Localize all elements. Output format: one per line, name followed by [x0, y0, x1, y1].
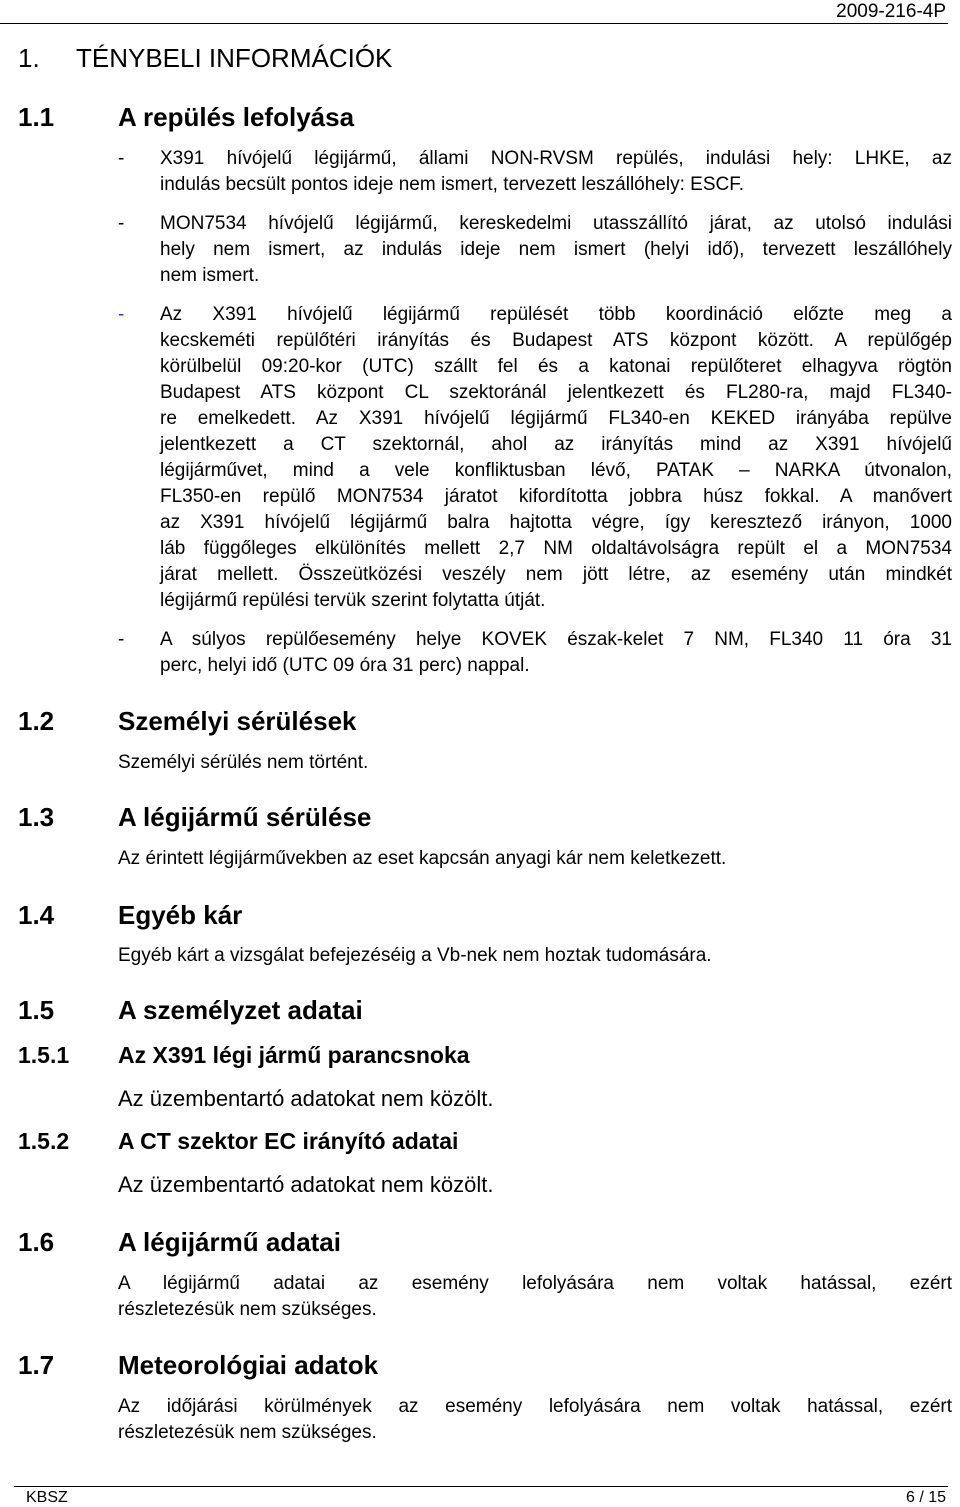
- text-line: Az X391 hívójelű légijármű repülését több koordináció előzte meg a: [160, 304, 952, 325]
- text-line: részletezésük nem szükséges.: [118, 1422, 377, 1443]
- bullet-dash: -: [118, 148, 125, 169]
- section-number: 1.4: [18, 900, 55, 930]
- section-title: Az X391 légi jármű parancsnoka: [118, 1042, 470, 1068]
- bullet-paragraph: [160, 211, 952, 289]
- bullet-paragraph: [160, 627, 952, 679]
- text-line: MON7534 hívójelű légijármű, kereskedelmi utasszállító járat, az utolsó indulási: [160, 213, 952, 234]
- section-number: 1.5.2: [18, 1128, 70, 1154]
- chapter-title: TÉNYBELI INFORMÁCIÓK: [76, 43, 393, 73]
- section-number: 1.5.1: [18, 1042, 70, 1068]
- section-number: 1.5: [18, 995, 55, 1025]
- text-line: hely nem ismert, az indulás ideje nem ismert (helyi idő), tervezett leszállóhely: [160, 239, 952, 260]
- section-title: A légijármű sérülése: [118, 802, 372, 832]
- bullet-paragraph: [160, 302, 952, 614]
- section-paragraph: [118, 1271, 952, 1323]
- section-number: 1.3: [18, 802, 55, 832]
- text-line: nem ismert.: [160, 265, 260, 286]
- text-line: Budapest ATS központ CL szektoránál jelentkezett és FL280-ra, majd FL340-: [160, 382, 952, 403]
- chapter-number: 1.: [18, 43, 40, 73]
- section-text: Személyi sérülés nem történt.: [118, 752, 369, 773]
- section-title: Meteorológiai adatok: [118, 1350, 379, 1380]
- text-line: perc, helyi idő (UTC 09 óra 31 perc) nappal.: [160, 655, 530, 676]
- text-line: re emelkedett. Az X391 hívójelű légijármű FL340-en KEKED irányába repülve: [160, 408, 952, 429]
- section-number: 1.1: [18, 102, 55, 132]
- header-rule: [0, 23, 948, 24]
- section-title: A CT szektor EC irányító adatai: [118, 1128, 459, 1154]
- section-text: Az üzembentartó adatokat nem közölt.: [118, 1086, 494, 1111]
- text-line: Az időjárási körülmények az esemény lefolyására nem voltak hatással, ezért: [118, 1396, 952, 1417]
- footer-rule: [14, 1486, 948, 1487]
- section-text: Egyéb kárt a vizsgálat befejezéséig a Vb-nek nem hoztak tudomására.: [118, 945, 712, 966]
- text-line: jelentkezett a CT szektornál, ahol az irányítás mind az X391 hívójelű: [160, 434, 952, 455]
- text-line: körülbelül 09:20-kor (UTC) szállt fel és a katonai repülőteret elhagyva rögtön: [160, 356, 952, 377]
- section-title: Személyi sérülések: [118, 706, 357, 736]
- section-title: A légijármű adatai: [118, 1227, 341, 1257]
- page-number: 6 / 15: [905, 1489, 946, 1506]
- text-line: láb függőleges elkülönítés mellett 2,7 NM oldaltávolságra repült el a MON7534: [160, 538, 952, 559]
- section-text: Az érintett légijárművekben az eset kapcsán anyagi kár nem keletkezett.: [118, 848, 727, 869]
- bullet-dash: -: [118, 629, 125, 650]
- text-line: légijármű repülési tervük szerint folytatta útját.: [160, 590, 546, 611]
- section-number: 1.6: [18, 1227, 55, 1257]
- section-title: Egyéb kár: [118, 900, 243, 930]
- section-text: Az üzembentartó adatokat nem közölt.: [118, 1172, 494, 1197]
- section-number: 1.2: [18, 706, 55, 736]
- bullet-dash: -: [118, 213, 125, 234]
- text-line: X391 hívójelű légijármű, állami NON-RVSM repülés, indulási hely: LHKE, az: [160, 148, 952, 169]
- document-id: 2009-216-4P: [836, 1, 946, 22]
- section-title: A repülés lefolyása: [118, 102, 355, 132]
- text-line: kecskeméti repülőtéri irányítás és Budapest ATS központ között. A repülőgép: [160, 330, 952, 351]
- text-line: A légijármű adatai az esemény lefolyására nem voltak hatással, ezért: [118, 1273, 952, 1294]
- text-line: légijárművet, mind a vele konfliktusban lévő, PATAK – NARKA útvonalon,: [160, 460, 952, 481]
- text-line: járat mellett. Összeütközési veszély nem jött létre, az esemény után mindkét: [160, 564, 952, 585]
- bullet-dash: -: [118, 304, 125, 325]
- footer-organization: KBSZ: [26, 1489, 68, 1506]
- bullet-paragraph: [160, 146, 952, 198]
- section-number: 1.7: [18, 1350, 55, 1380]
- text-line: az X391 hívójelű légijármű balra hajtotta végre, így keresztező irányon, 1000: [160, 512, 952, 533]
- section-paragraph: [118, 1394, 952, 1446]
- text-line: indulás becsült pontos ideje nem ismert, tervezett leszállóhely: ESCF.: [160, 174, 744, 195]
- text-line: FL350-en repülő MON7534 járatot kifordította jobbra húsz fokkal. A manővert: [160, 486, 952, 507]
- text-line: A súlyos repülőesemény helye KOVEK észak-kelet 7 NM, FL340 11 óra 31: [160, 629, 952, 650]
- section-title: A személyzet adatai: [118, 995, 363, 1025]
- text-line: részletezésük nem szükséges.: [118, 1299, 377, 1320]
